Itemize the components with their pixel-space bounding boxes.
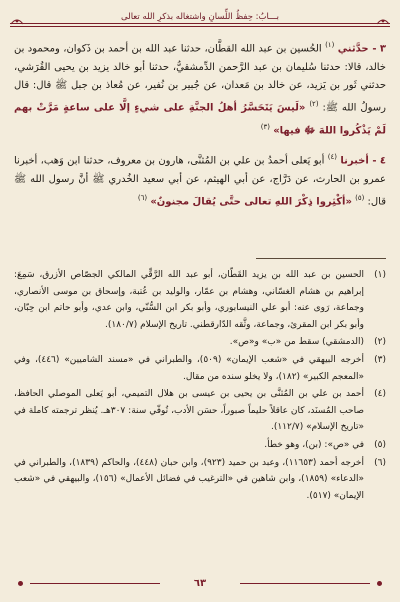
header-rule (10, 23, 390, 24)
footnote-number: (٤) (374, 389, 386, 400)
footnote-mark[interactable]: (٥) (355, 194, 365, 203)
hadith-paragraph: ٤ - أخبرنا $^{(٤)}$ أبو يَعلى أحمدُ بن علي بن المُثنَّى، هارون بن معروف، حدثنا ابن وَهب، أخبرنا عمرو بن الحارث، عن دَرَّاج، عن أبي الهيثم، عن أبي سعيد الخُدري ﷺ أنَّ رسول الله ﷺ قال: $^{(٥)}$ «أكْثِروا ذِكْرَ اللهِ تعالى حتَّى يُقالَ مجنونٌ» $^{(٦)}$ (14, 153, 387, 208)
footnote-text: في «ص»: (بن)، وهو خطأ. (264, 439, 364, 450)
footnote-item (14, 334, 386, 351)
main-text (14, 36, 386, 212)
page-footer (10, 572, 390, 594)
running-title: بـــابُ: حِفظُ اللِّسانِ واشتغاله بذكرِ الله تعالى (115, 12, 285, 22)
hadith-text: أبو يَعلى أحمدُ بن علي بن المُثنَّى، هارون بن معروف، حدثنا ابن وَهب، أخبرنا عمرو بن الحارث، عن دَرَّاج، عن أبي الهيثم، عن أبي سعيد الخُدري ﷺ أنَّ رسول الله ﷺ قال: (14, 155, 386, 208)
footnote-text: أخرجه أحمد (١١٦٥٣)، وعبد بن حميد (٩٢٣)، وابن حبان (٤٤٨)، والحاكم (١٨٣٩)، والطبراني في «الدعاء» (١٨٥٩)، وابن شاهين في «الترغيب في فضائل الأعمال» (١٥٦)، والبيهقي في «شعب الإيمان» (٥١٧). (14, 457, 364, 501)
header-ornament-icon (376, 16, 390, 26)
footnote-item (14, 352, 386, 385)
footnote-text: أخرجه البيهقي في «شعب الإيمان» (٥٠٩)، والطبراني في «مسند الشاميين» (٤٤٦)، وفي «المعجم الكبير» (١٨٢)، ولا يخلو سنده من مقال. (14, 354, 364, 382)
footnote-text: الحسين بن عبد الله بن يزيد القَطّان، أبو عبد الله الرَّقِّي المالكي الجصّاص الأزرق، سَمِعَ: إبراهيم بن هشام الغسّاني، وهشام بن عمّار، والوليد بن عُتبة، وإسحاق بن موسى الأنصاري، وجماعة، رَوى عنه: أبو علي النيسابوري، وأبو بكر ابن السُّنّي، وابن عدي، وأبو حاتم ابن حِبّان، وأبو بكر ابن المقرئ، وجماعة، وثَّقه الدّارقطني. تاريخ الإسلام (١٨٠/٧). (14, 270, 364, 330)
footnote-text: أحمد بن علي بن المُثنَّى بن يحيى بن عيسى بن هلال التميمي، أبو يَعلى الموصلي الحافظ، صاحب المُسنَد، كان عاقلاً حليماً صبوراً، حسَن الأدب، تُوفّي سنة: ٣٠٧هـ. يُنظر ترجمته كاملة في «تاريخ الإسلام» (١١٢/٧). (14, 389, 364, 433)
footnote-mark[interactable]: (٦) (137, 194, 148, 203)
footnote-item (14, 267, 386, 333)
footer-rule (30, 583, 160, 584)
footnote-number: (١) (374, 270, 386, 280)
footnote-mark[interactable]: (٢) (309, 100, 319, 109)
footnote-number: (٦) (374, 457, 386, 468)
footnote-separator (256, 258, 386, 259)
footnote-number: (٢) (374, 337, 386, 348)
header-rule (10, 26, 390, 27)
footnote-mark[interactable]: (٣) (260, 122, 270, 131)
hadith-number: ٣ (379, 43, 386, 55)
hadith-text: الحُسين بن عبد الله القطَّان، حدثنا عبد الله بن أحمد بن ذَكوان، ومحمود بن خالد، قالا: حدثنا سُليمان بن عبد الرَّحمن الدِّمشقيُّ، حدثنا أبو خالد يزيد بن يحيى القُرَشي، حدثني ثَور بن يَزيد، عن خالد بن مَعدان، عن جُبير بن نُفير، عن مُعاذ بن جبل ﷺ قال: قال رسولُ الله ﷺ: (14, 43, 386, 114)
hadith-intro: أخبرنا (340, 155, 369, 167)
page-number: ٦٣ (184, 578, 216, 589)
hadith-number: ٤ (379, 155, 387, 167)
footnotes (14, 267, 386, 505)
footer-ornament-icon (18, 581, 23, 586)
footnote-item (14, 437, 386, 454)
running-header (10, 6, 390, 28)
footer-rule (240, 583, 370, 584)
hadith-quote: «لَيسَ يَتَحَسَّرُ أهلُ الجنَّةِ على شيءٍ إلَّا على ساعةٍ مَرَّتْ بهم لَمْ يَذْكُروا اللهَ ﷻ فيها» (14, 102, 386, 137)
footnote-mark[interactable]: (١) (325, 41, 335, 49)
footnote-number: (٥) (374, 439, 386, 450)
footnote-item (14, 455, 386, 505)
hadith-quote: «أكْثِروا ذِكْرَ اللهِ تعالى حتَّى يُقالَ مجنونٌ» (150, 196, 352, 208)
hadith-intro: حدَّثني (337, 43, 369, 55)
footnote-number: (٣) (374, 354, 386, 365)
footnote-text: (الدمشقي) سقط من «ب» و«ص». (229, 337, 364, 348)
header-ornament-icon (10, 16, 24, 26)
footnote-item (14, 386, 386, 436)
hadith-paragraph: ٣ - حدَّثني $^{(١)}$ الحُسين بن عبد الله القطَّان، حدثنا عبد الله بن أحمد بن ذَكوان، ومحمود بن خالد، قالا: حدثنا سُليمان بن عبد الرَّحمن الدِّمشقيُّ، حدثنا أبو خالد يزيد بن يحيى القُرَشي، حدثني ثَور بن يَزيد، عن خالد بن مَعدان، عن جُبير بن نُفير، عن مُعاذ بن جبل ﷺ قال: قال رسولُ الله ﷺ: $^{(٢)}$ «لَيسَ يَتَحَسَّرُ أهلُ الجنَّةِ على شيءٍ إلَّا على ساعةٍ مَرَّتْ بهم لَمْ يَذْكُروا اللهَ ﷻ فيها» $^{(٣)}$ (14, 41, 386, 137)
footer-ornament-icon (377, 581, 382, 586)
footnote-mark[interactable]: (٤) (327, 153, 338, 162)
